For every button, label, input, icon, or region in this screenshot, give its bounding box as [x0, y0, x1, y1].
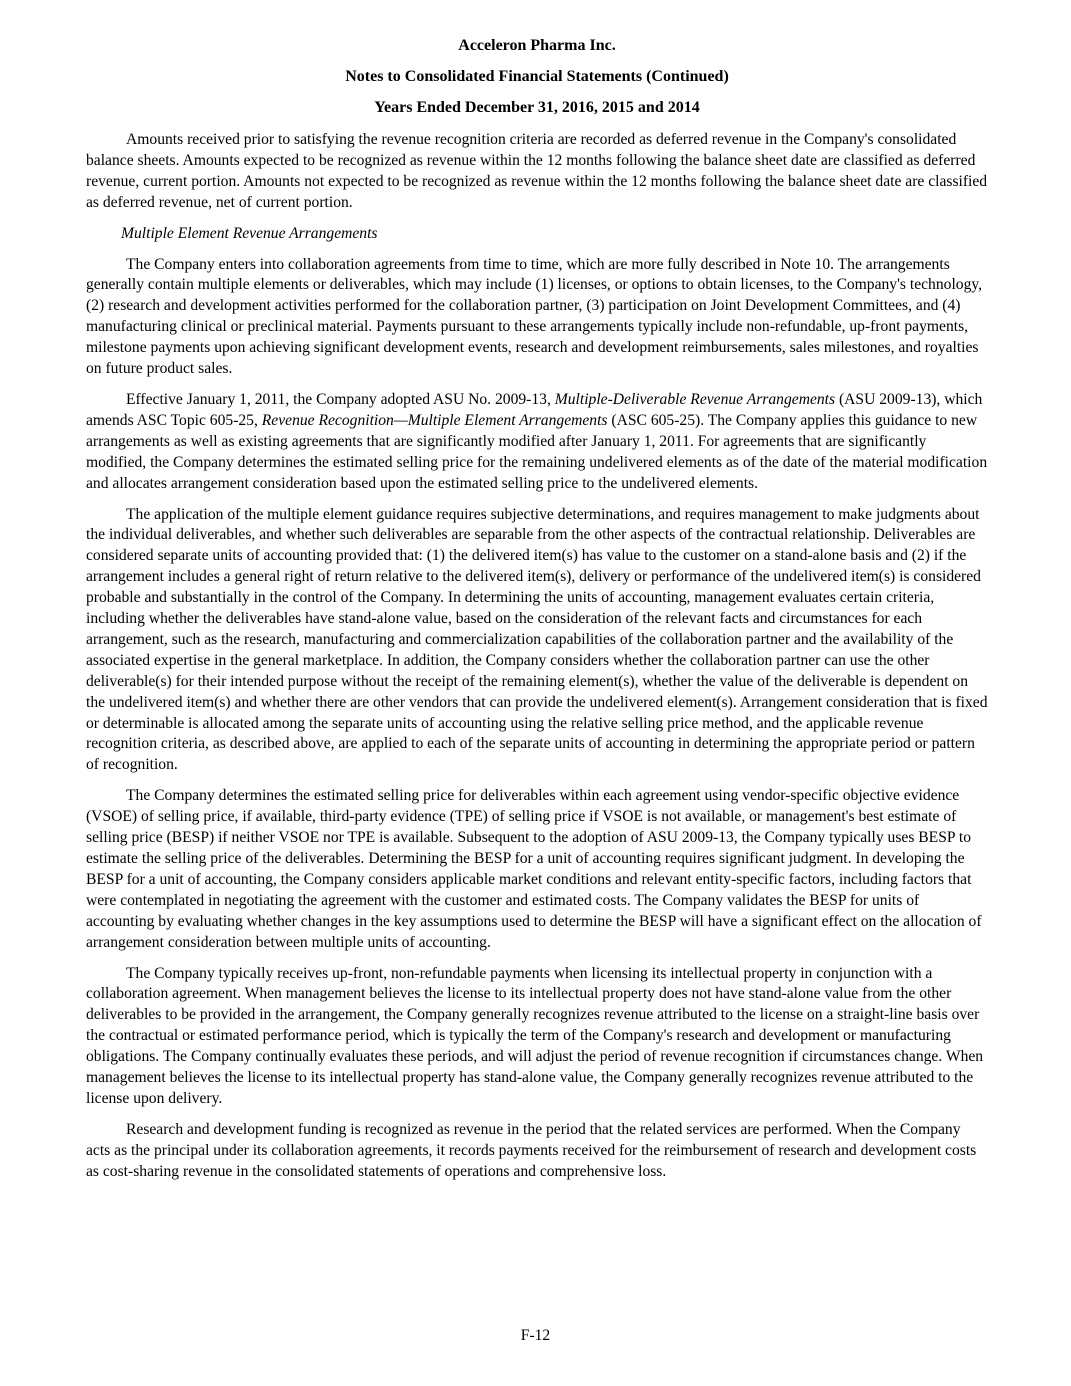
page-number: F-12: [520, 1327, 551, 1344]
asu-title: Multiple-Deliverable Revenue Arrangements: [554, 390, 836, 408]
reporting-period: Years Ended December 31, 2016, 2015 and 2014: [374, 99, 700, 116]
asc-title: Revenue Recognition—Multiple Element Arrangements: [261, 411, 608, 429]
document-page: [86, 36, 988, 1193]
paragraph-deferred-revenue: Amounts received prior to satisfying the revenue recognition criteria are recorded as deferred revenue in the Company's consolidated balance sheets. Amounts expected to be recognized as revenue within the 12 months following the balance sheet date are classified as deferred revenue, current portion. Amounts not expected to be recognized as revenue within the 12 months following the balance sheet date are classified as deferred revenue, net of current portion.: [86, 131, 988, 211]
paragraph-rd-funding: Research and development funding is recognized as revenue in the period that the related services are performed. When the Company acts as the principal under its collaboration agreements, it records payments received for the reimbursement of research and development costs as cost-sharing revenue in the consolidated statements of operations and comprehensive loss.: [86, 1120, 977, 1180]
paragraph-multiple-element-guidance: The application of the multiple element guidance requires subjective determinations, and requires management to make judgments about the individual deliverables, and whether such deliverables are separable from the other aspects of the contractual relationship. Deliverables are considered separate units of accounting provided that: (1) the delivered item(s) has value to the customer on a stand-alone basis and (2) if the arrangement includes a general right of return relative to the delivered item(s), delivery or performance of the undelivered item(s) is considered probable and substantially in the control of the Company. In determining the units of accounting, management evaluates certain criteria, including whether the deliverables have stand-alone value, based on the consideration of the relevant facts and circumstances for each arrangement, such as the research, manufacturing and commercialization capabilities of the collaboration partner and the availability of the associated expertise in the general marketplace. In addition, the Company considers whether the collaboration partner can use the other deliverable(s) for their intended purpose without the receipt of the remaining element(s), whether the value of the deliverable is dependent on the undelivered item(s) and whether there are other vendors that can provide the undelivered element(s). Arrangement consideration that is fixed or determinable is allocated among the separate units of accounting using the relative selling price method, and the applicable revenue recognition criteria, as described above, are applied to each of the separate units of accounting in determining the appropriate period or pattern of recognition.: [86, 505, 988, 774]
asu-text-3: (ASC 605-25). The Company applies this guidance to new arrangements as well as existing agreements that are significantly modified after January 1, 2011. For agreements that are significantly modified, the Company determines the estimated selling price for the remaining undelivered elements as of the date of the material modification and allocates arrangement consideration based upon the estimated selling price to the undelivered elements.: [86, 411, 988, 492]
company-name: Acceleron Pharma Inc.: [458, 37, 616, 54]
paragraph-asu-adoption: [86, 390, 988, 495]
document-title: Notes to Consolidated Financial Statements (Continued): [345, 68, 729, 85]
asu-text-2: (ASU 2009-13), which amends ASC Topic 605-25,: [86, 390, 983, 429]
asu-text-1: Effective January 1, 2011, the Company adopted ASU No. 2009-13,: [126, 390, 555, 408]
paragraph-selling-price: The Company determines the estimated selling price for deliverables within each agreement using vendor-specific objective evidence (VSOE) of selling price, if available, third-party evidence (TPE) of selling price if VSOE is not available, or management's best estimate of selling price (BESP) if neither VSOE nor TPE is available. Subsequent to the adoption of ASU 2009-13, the Company typically uses BESP to estimate the selling price of the deliverables. Determining the BESP for a unit of accounting requires significant judgment. In developing the BESP for a unit of accounting, the Company considers applicable market conditions and relevant entity-specific factors, including factors that were contemplated in negotiating the agreement with the customer and estimated costs. The Company validates the BESP for units of accounting by evaluating whether changes in the key assumptions used to determine the BESP will have a significant effect on the allocation of arrangement consideration between multiple units of accounting.: [86, 787, 982, 951]
section-subheading: Multiple Element Revenue Arrangements: [121, 224, 378, 242]
paragraph-collaboration-agreements: The Company enters into collaboration agreements from time to time, which are more fully described in Note 10. The arrangements generally contain multiple elements or deliverables, which may include (1) licenses, or options to obtain licenses, to the Company's technology, (2) research and development activities performed for the collaboration partner, (3) participation on Joint Development Committees, and (4) manufacturing clinical or preclinical material. Payments pursuant to these arrangements typically include non-refundable, up-front payments, milestone payments upon achieving significant development events, research and development reimbursements, sales milestones, and royalties on future product sales.: [86, 255, 983, 378]
paragraph-upfront-payments: The Company typically receives up-front, non-refundable payments when licensing its intellectual property in conjunction with a collaboration agreement. When management believes the license to its intellectual property does not have stand-alone value from the other deliverables to be provided in the arrangement, the Company generally recognizes revenue attributed to the license on a straight-line basis over the contractual or estimated performance period, which is typically the term of the Company's research and development or manufacturing obligations. The Company continually evaluates these periods, and will adjust the period of revenue recognition if circumstances change. When management believes the license to its intellectual property has stand-alone value, the Company generally recognizes revenue attributed to the license upon delivery.: [86, 964, 984, 1107]
